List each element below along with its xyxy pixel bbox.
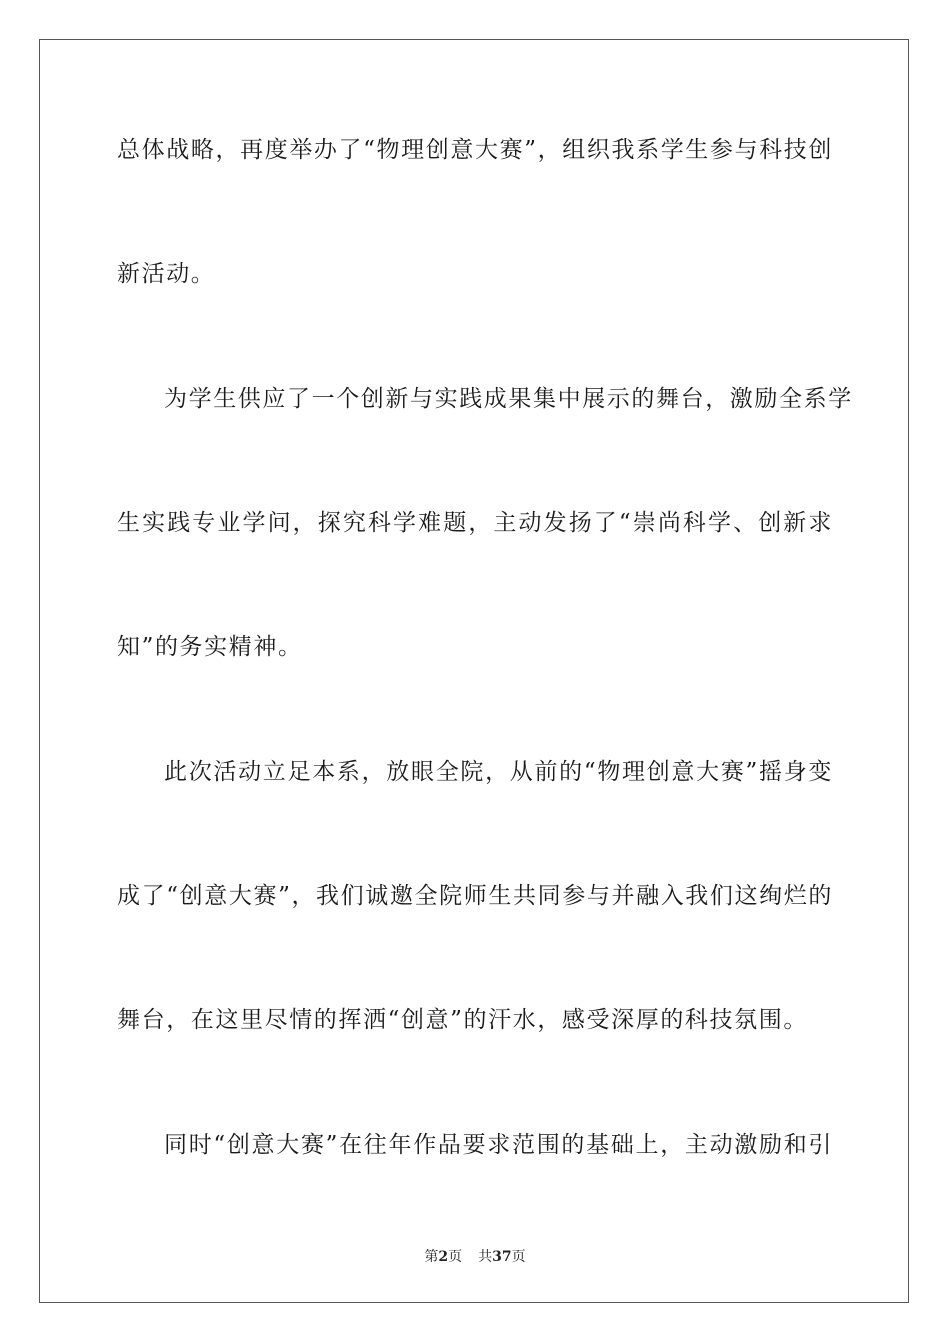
paragraph-start-line: 此次活动立足本系，放眼全院，从前的“物理创意大赛”摇身变 (164, 759, 833, 785)
body-text-line: 总体战略，再度举办了“物理创意大赛”，组织我系学生参与科技创 (117, 137, 833, 163)
body-text-line: 新活动。 (117, 261, 216, 287)
body-text-line: 知”的务实精神。 (117, 634, 303, 660)
body-text-line: 生实践专业学问，探究科学难题，主动发扬了“崇尚科学、创新求 (117, 510, 833, 536)
footer-page-prefix: 第 (424, 1249, 439, 1265)
footer-page-number: 2 (438, 1249, 449, 1265)
footer-total-suffix: 页 (511, 1249, 526, 1265)
paragraph-start-line: 为学生供应了一个创新与实践成果集中展示的舞台，激励全系学 (164, 386, 853, 412)
footer-total-prefix: 共 (478, 1249, 493, 1265)
page-frame (39, 39, 909, 1303)
body-text-line: 成了“创意大赛”，我们诚邀全院师生共同参与并融入我们这绚烂的 (117, 883, 833, 909)
footer-total-pages: 37 (492, 1249, 512, 1265)
footer-page-suffix: 页 (448, 1249, 463, 1265)
paragraph-start-line: 同时“创意大赛”在往年作品要求范围的基础上，主动激励和引 (164, 1132, 833, 1158)
body-text-line: 舞台，在这里尽情的挥洒“创意”的汗水，感受深厚的科技氛围。 (117, 1007, 808, 1033)
page-footer (0, 1248, 950, 1266)
